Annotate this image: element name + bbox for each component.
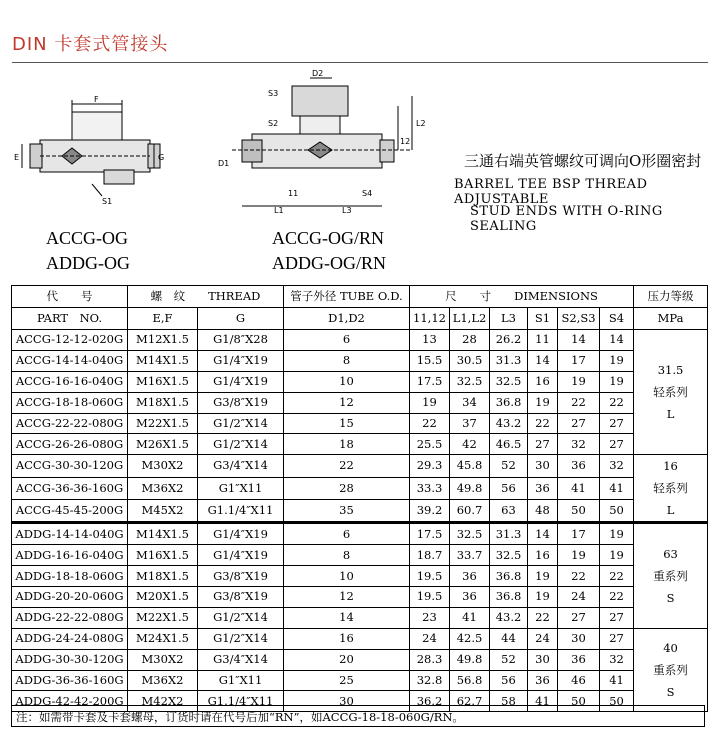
table-row <box>12 392 708 413</box>
label-11: 11 <box>288 189 299 198</box>
table-row <box>12 523 708 545</box>
pressure-series: 重系列 <box>653 569 688 584</box>
pressure-class-cell <box>634 330 708 455</box>
table-cell: ADDG-24-24-080G <box>12 628 128 649</box>
table-row <box>12 434 708 455</box>
table-cell: G1/2″X14 <box>198 607 284 628</box>
table-cell: M42X2 <box>128 691 198 712</box>
table-cell: M14X1.5 <box>128 523 198 545</box>
table-cell: 27 <box>600 413 634 434</box>
label-s4: S4 <box>362 189 373 198</box>
table-cell: 19 <box>600 350 634 371</box>
table-cell: 36.8 <box>490 566 528 587</box>
table-cell: 6 <box>284 330 410 351</box>
table-cell: 46 <box>558 670 600 691</box>
order-note: 注：如需带卡套及卡套螺母，订货时请在代号后加“RN”，如ACCG-18-18-060G/RN。 <box>11 705 705 727</box>
pressure-code: L <box>666 407 675 422</box>
label-l2: L2 <box>416 119 426 128</box>
model-label-left-1: ACCG-OG <box>46 228 129 248</box>
header-l3: L3 <box>490 308 528 330</box>
table-cell: 19 <box>600 523 634 545</box>
table-cell: 14 <box>528 350 558 371</box>
table-cell: G3/4″X14 <box>198 649 284 670</box>
table-cell: 19 <box>558 371 600 392</box>
label-l3: L3 <box>342 206 352 215</box>
table-cell: 36.8 <box>490 392 528 413</box>
header-dimensions: 尺 寸 DIMENSIONS <box>410 286 634 308</box>
table-row <box>12 350 708 371</box>
table-cell: 22 <box>528 413 558 434</box>
table-cell: 41 <box>558 477 600 499</box>
table-cell: M30X2 <box>128 455 198 477</box>
table-cell: 10 <box>284 371 410 392</box>
table-cell: 30 <box>528 455 558 477</box>
table-cell: 15 <box>284 413 410 434</box>
table-cell: 32.5 <box>490 545 528 566</box>
table-row <box>12 477 708 499</box>
pressure-code: L <box>666 503 675 518</box>
table-cell: G3/8″X19 <box>198 587 284 608</box>
pressure-code: S <box>666 685 675 700</box>
table-cell: 25.5 <box>410 434 450 455</box>
label-12: 12 <box>400 137 411 146</box>
table-cell: 10 <box>284 566 410 587</box>
table-cell: 19.5 <box>410 566 450 587</box>
table-cell: 46.5 <box>490 434 528 455</box>
table-cell: 19 <box>600 371 634 392</box>
table-cell: 19.5 <box>410 587 450 608</box>
table-cell: 32 <box>600 455 634 477</box>
table-cell: M18X1.5 <box>128 566 198 587</box>
pressure-value: 63 <box>663 547 678 562</box>
table-cell: 41 <box>528 691 558 712</box>
pressure-value: 31.5 <box>657 363 684 378</box>
table-cell: 36.8 <box>490 587 528 608</box>
pressure-value: 16 <box>663 459 678 474</box>
table-cell: 30.5 <box>450 350 490 371</box>
header-thread: 螺 纹 THREAD <box>128 286 284 308</box>
table-cell: 36 <box>528 670 558 691</box>
table-cell: M30X2 <box>128 649 198 670</box>
table-cell: 32 <box>600 649 634 670</box>
table-cell: 22 <box>600 587 634 608</box>
label-l1: L1 <box>274 206 284 215</box>
table-cell: ADDG-16-16-040G <box>12 545 128 566</box>
table-cell: G1/4″X19 <box>198 350 284 371</box>
table-cell: G1/2″X14 <box>198 413 284 434</box>
table-cell: 41 <box>450 607 490 628</box>
table-cell: 13 <box>410 330 450 351</box>
table-cell: ADDG-22-22-080G <box>12 607 128 628</box>
table-cell: 36 <box>450 566 490 587</box>
dimensions-table <box>11 285 708 712</box>
table-cell: 25 <box>284 670 410 691</box>
header-11-12: 11,12 <box>410 308 450 330</box>
table-cell: 30 <box>284 691 410 712</box>
tee-fitting-drawing-left <box>12 92 172 212</box>
table-row <box>12 545 708 566</box>
table-cell: 18 <box>284 434 410 455</box>
table-cell: 41 <box>600 670 634 691</box>
title-divider <box>12 62 708 63</box>
table-cell: ACCG-16-16-040G <box>12 371 128 392</box>
header-s2-s3: S2,S3 <box>558 308 600 330</box>
table-cell: ADDG-14-14-040G <box>12 523 128 545</box>
table-cell: ACCG-14-14-040G <box>12 350 128 371</box>
header-code: 代 号 <box>12 286 128 308</box>
table-cell: M16X1.5 <box>128 371 198 392</box>
table-cell: 31.3 <box>490 350 528 371</box>
table-cell: 42 <box>450 434 490 455</box>
table-cell: 32.5 <box>450 371 490 392</box>
description-cn: 三通右端英管螺纹可调向O形圈密封 <box>464 152 702 170</box>
table-cell: 34 <box>450 392 490 413</box>
header-l1-l2: L1,L2 <box>450 308 490 330</box>
label-f: F <box>94 95 99 104</box>
table-cell: 19 <box>558 545 600 566</box>
table-cell: G1.1/4″X11 <box>198 691 284 712</box>
table-row <box>12 607 708 628</box>
table-cell: 32.8 <box>410 670 450 691</box>
table-cell: G1/4″X19 <box>198 523 284 545</box>
table-cell: 6 <box>284 523 410 545</box>
table-cell: 24 <box>528 628 558 649</box>
table-cell: 19 <box>528 587 558 608</box>
table-row <box>12 413 708 434</box>
table-cell: 45.8 <box>450 455 490 477</box>
table-cell: ACCG-30-30-120G <box>12 455 128 477</box>
table-cell: 19 <box>528 566 558 587</box>
table-cell: 17 <box>558 523 600 545</box>
table-cell: 14 <box>558 330 600 351</box>
table-cell: ADDG-42-42-200G <box>12 691 128 712</box>
table-cell: 42.5 <box>450 628 490 649</box>
table-row <box>12 670 708 691</box>
table-cell: 60.7 <box>450 499 490 522</box>
table-cell: 49.8 <box>450 649 490 670</box>
table-cell: 36.2 <box>410 691 450 712</box>
table-cell: 56.8 <box>450 670 490 691</box>
table-cell: G1.1/4″X11 <box>198 499 284 522</box>
table-cell: 11 <box>528 330 558 351</box>
table-cell: M20X1.5 <box>128 587 198 608</box>
table-cell: 22 <box>528 607 558 628</box>
table-cell: G1″X11 <box>198 477 284 499</box>
table-cell: 27 <box>558 607 600 628</box>
table-cell: M14X1.5 <box>128 350 198 371</box>
table-cell: 15.5 <box>410 350 450 371</box>
table-cell: 22 <box>284 455 410 477</box>
tee-fitting-drawing-right <box>212 66 432 216</box>
table-cell: M22X1.5 <box>128 607 198 628</box>
pressure-series: 重系列 <box>653 663 688 678</box>
table-cell: 27 <box>600 628 634 649</box>
label-e: E <box>14 153 20 162</box>
table-cell: 23 <box>410 607 450 628</box>
table-cell: 22 <box>600 392 634 413</box>
table-cell: 28 <box>284 477 410 499</box>
table-cell: 24 <box>558 587 600 608</box>
table-cell: 32 <box>558 434 600 455</box>
table-cell: 12 <box>284 392 410 413</box>
table-cell: 52 <box>490 455 528 477</box>
table-cell: M36X2 <box>128 477 198 499</box>
table-cell: ADDG-20-20-060G <box>12 587 128 608</box>
table-cell: 16 <box>284 628 410 649</box>
table-cell: 17 <box>558 350 600 371</box>
table-row <box>12 566 708 587</box>
table-cell: ADDG-18-18-060G <box>12 566 128 587</box>
table-cell: 36 <box>558 649 600 670</box>
pressure-class-cell <box>634 523 708 628</box>
table-cell: 50 <box>558 499 600 522</box>
table-cell: 30 <box>528 649 558 670</box>
table-cell: 12 <box>284 587 410 608</box>
table-cell: G1″X11 <box>198 670 284 691</box>
table-cell: G1/4″X19 <box>198 545 284 566</box>
table-cell: 44 <box>490 628 528 649</box>
table-cell: 26.2 <box>490 330 528 351</box>
table-cell: G1/2″X14 <box>198 628 284 649</box>
model-label-right-2: ADDG-OG/RN <box>272 253 386 273</box>
table-cell: 58 <box>490 691 528 712</box>
table-cell: 16 <box>528 545 558 566</box>
table-cell: 39.2 <box>410 499 450 522</box>
table-cell: 8 <box>284 545 410 566</box>
table-cell: 50 <box>558 691 600 712</box>
table-cell: 41 <box>600 477 634 499</box>
table-cell: 22 <box>410 413 450 434</box>
table-cell: G3/4″X14 <box>198 455 284 477</box>
label-d2: D2 <box>312 69 324 78</box>
header-d1d2: D1,D2 <box>284 308 410 330</box>
table-cell: G1/8″X28 <box>198 330 284 351</box>
table-row <box>12 649 708 670</box>
table-cell: G1/2″X14 <box>198 434 284 455</box>
table-cell: 16 <box>528 371 558 392</box>
table-cell: 28 <box>450 330 490 351</box>
table-cell: 31.3 <box>490 523 528 545</box>
table-cell: 14 <box>528 523 558 545</box>
table-cell: ACCG-12-12-020G <box>12 330 128 351</box>
table-cell: 14 <box>600 330 634 351</box>
table-cell: 27 <box>528 434 558 455</box>
header-mpa: MPa <box>634 308 708 330</box>
table-cell: 56 <box>490 670 528 691</box>
table-cell: 19 <box>528 392 558 413</box>
model-label-left-2: ADDG-OG <box>46 253 130 273</box>
table-cell: 62.7 <box>450 691 490 712</box>
table-cell: 19 <box>600 545 634 566</box>
table-row <box>12 371 708 392</box>
label-s3: S3 <box>268 89 279 98</box>
label-s1: S1 <box>102 197 113 206</box>
header-ef: E,F <box>128 308 198 330</box>
table-cell: ACCG-36-36-160G <box>12 477 128 499</box>
pressure-series: 轻系列 <box>653 385 688 400</box>
table-cell: M22X1.5 <box>128 413 198 434</box>
table-cell: 36 <box>558 455 600 477</box>
table-cell: 48 <box>528 499 558 522</box>
table-cell: 50 <box>600 691 634 712</box>
table-cell: 43.2 <box>490 607 528 628</box>
table-cell: 8 <box>284 350 410 371</box>
pressure-class-cell <box>634 628 708 712</box>
table-row <box>12 587 708 608</box>
table-cell: 50 <box>600 499 634 522</box>
pressure-value: 40 <box>663 641 678 656</box>
table-body <box>12 330 708 712</box>
header-pressure: 压力等级 <box>634 286 708 308</box>
table-cell: 33.7 <box>450 545 490 566</box>
header-s1: S1 <box>528 308 558 330</box>
table-cell: M24X1.5 <box>128 628 198 649</box>
table-row <box>12 455 708 477</box>
table-cell: ACCG-26-26-080G <box>12 434 128 455</box>
table-cell: 14 <box>284 607 410 628</box>
table-cell: 18.7 <box>410 545 450 566</box>
header-s4: S4 <box>600 308 634 330</box>
table-cell: 17.5 <box>410 371 450 392</box>
table-cell: ADDG-30-30-120G <box>12 649 128 670</box>
table-cell: M12X1.5 <box>128 330 198 351</box>
label-g: G <box>158 153 165 162</box>
table-cell: 27 <box>558 413 600 434</box>
table-cell: 22 <box>558 392 600 413</box>
table-cell: 36 <box>450 587 490 608</box>
table-cell: 56 <box>490 477 528 499</box>
table-row <box>12 330 708 351</box>
table-cell: 30 <box>558 628 600 649</box>
description-en-line1: BARREL TEE BSP THREAD ADJUSTABLE <box>454 177 648 207</box>
table-cell: 19 <box>410 392 450 413</box>
table-row <box>12 499 708 522</box>
table-cell: 29.3 <box>410 455 450 477</box>
pressure-series: 轻系列 <box>653 481 688 496</box>
table-header-row-1 <box>12 286 708 308</box>
table-header-row-2 <box>12 308 708 330</box>
table-cell: M45X2 <box>128 499 198 522</box>
pressure-class-cell <box>634 455 708 523</box>
table-cell: M26X1.5 <box>128 434 198 455</box>
table-cell: 28.3 <box>410 649 450 670</box>
table-cell: 33.3 <box>410 477 450 499</box>
table-cell: 63 <box>490 499 528 522</box>
table-cell: G1/4″X19 <box>198 371 284 392</box>
table-cell: 36 <box>528 477 558 499</box>
header-part-no: PART NO. <box>12 308 128 330</box>
table-cell: 22 <box>558 566 600 587</box>
description-en-line2: STUD ENDS WITH O-RING SEALING <box>470 204 663 234</box>
table-cell: ADDG-36-36-160G <box>12 670 128 691</box>
table-cell: 52 <box>490 649 528 670</box>
table-cell: 22 <box>600 566 634 587</box>
table-cell: M16X1.5 <box>128 545 198 566</box>
table-cell: 27 <box>600 607 634 628</box>
table-cell: 32.5 <box>450 523 490 545</box>
table-cell: M18X1.5 <box>128 392 198 413</box>
table-cell: 43.2 <box>490 413 528 434</box>
table-row <box>12 628 708 649</box>
page-title: DIN 卡套式管接头 <box>12 34 169 55</box>
table-cell: ACCG-22-22-080G <box>12 413 128 434</box>
header-tube: 管子外径 TUBE O.D. <box>284 286 410 308</box>
header-g: G <box>198 308 284 330</box>
table-cell: 17.5 <box>410 523 450 545</box>
table-cell: 35 <box>284 499 410 522</box>
label-s2: S2 <box>268 119 279 128</box>
pressure-code: S <box>666 591 675 606</box>
table-cell: 37 <box>450 413 490 434</box>
table-cell: M36X2 <box>128 670 198 691</box>
table-cell: ACCG-18-18-060G <box>12 392 128 413</box>
label-d1: D1 <box>218 159 230 168</box>
table-cell: G3/8″X19 <box>198 566 284 587</box>
table-cell: 27 <box>600 434 634 455</box>
table-cell: 49.8 <box>450 477 490 499</box>
table-cell: G3/8″X19 <box>198 392 284 413</box>
model-label-right-1: ACCG-OG/RN <box>272 228 385 248</box>
table-cell: ACCG-45-45-200G <box>12 499 128 522</box>
table-cell: 32.5 <box>490 371 528 392</box>
table-cell: 20 <box>284 649 410 670</box>
table-cell: 24 <box>410 628 450 649</box>
